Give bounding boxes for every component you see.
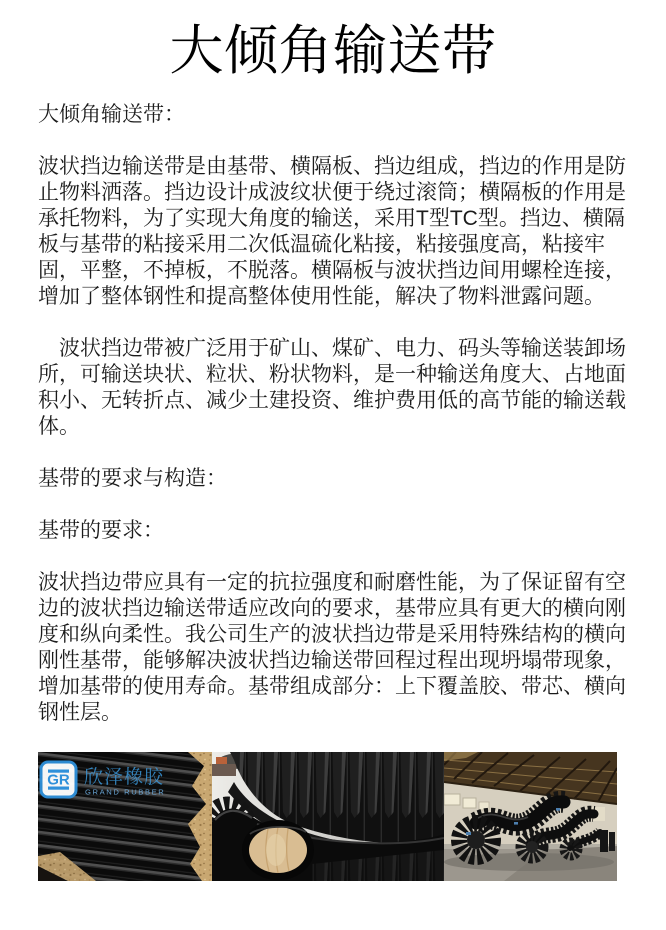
photo-warehouse-stock bbox=[444, 752, 617, 881]
brand-watermark bbox=[41, 762, 165, 797]
photo-sidewall-strips-image bbox=[38, 752, 212, 881]
blue-tag bbox=[556, 808, 560, 811]
blue-tag bbox=[466, 832, 471, 835]
photo-belt-loop-image bbox=[212, 752, 444, 881]
belt4-slab bbox=[600, 830, 608, 852]
paragraph-structure: 波状挡边输送带是由基带、横隔板、挡边组成，挡边的作用是防止物料洒落。挡边设计成波纹状便于绕过滚筒；横隔板的作用是承托物料，为了实现大角度的输送，采用T型TC型。挡边、横隔板与基带的粘接采用二次低温硫化粘接，粘接强度高，粘接牢固，平整，不掉板，不脱落。横隔板与波状挡边间用螺栓连接，增加了整体钢性和提高整体使用性能，解决了物料泄露问题。 bbox=[38, 155, 626, 308]
window bbox=[444, 794, 460, 805]
photo-warehouse-stock-image bbox=[444, 752, 617, 881]
paragraph-base-belt-details: 波状挡边带应具有一定的抗拉强度和耐磨性能，为了保证留有空边的波状挡边输送带适应改向的要求，基带应具有更大的横向刚度和纵向柔性。我公司生产的波状挡边带是采用特殊结构的横向刚性基带，能够解决波状挡边输送带回程过程出现坍塌带现象，增加基带的使用寿命。基带组成部分：上下覆盖胶、带芯、横向钢性层。 bbox=[38, 571, 626, 724]
brand-name-cn: 欣泽橡胶 bbox=[84, 767, 165, 788]
logo-monogram: GR bbox=[47, 771, 70, 789]
article-body bbox=[38, 102, 628, 752]
paragraph-base-belt-requirements-heading: 基带的要求： bbox=[38, 519, 164, 542]
paragraph-intro-label: 大倾角输送带： bbox=[38, 103, 185, 126]
brand-name-en: GRAND RUBBER bbox=[85, 787, 166, 797]
belt5-slab bbox=[609, 832, 615, 851]
photo-sidewall-strips bbox=[38, 752, 212, 881]
blue-tag bbox=[514, 822, 518, 825]
window bbox=[463, 798, 476, 808]
paragraph-base-belt-heading: 基带的要求与构造： bbox=[38, 467, 227, 490]
background-box bbox=[212, 764, 236, 776]
photo-belt-loop bbox=[212, 752, 444, 881]
page-title: 大倾角输送带 bbox=[169, 21, 497, 81]
product-photo-gallery bbox=[38, 752, 617, 881]
paragraph-applications: 波状挡边带被广泛用于矿山、煤矿、电力、码头等输送装卸场所，可输送块状、粒状、粉状物料，是一种输送角度大、占地面积小、无转折点、减少土建投资、维护费用低的高节能的输送载体。 bbox=[38, 337, 626, 438]
belt2-hub bbox=[526, 841, 538, 853]
wood-highlight bbox=[266, 834, 286, 866]
